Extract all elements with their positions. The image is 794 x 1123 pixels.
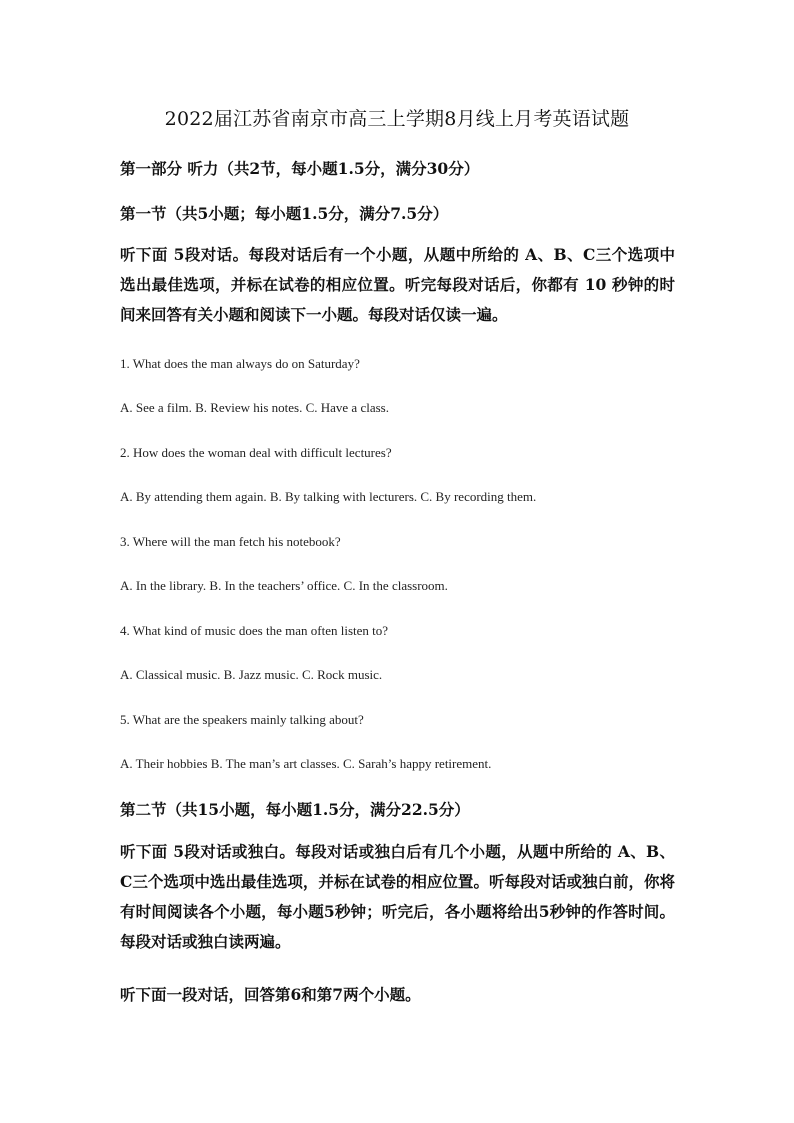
question-3: 3. Where will the man fetch his notebook? xyxy=(120,534,341,549)
question-4-options: A. Classical music. B. Jazz music. C. Rock music. xyxy=(120,667,383,682)
question-2-options: A. By attending them again. B. By talking with lecturers. C. By recording them. xyxy=(120,489,537,504)
section1-heading: 第一节（共5小题；每小题1.5分，满分7.5分） xyxy=(120,204,449,223)
question-2: 2. How does the woman deal with difficult lectures? xyxy=(120,445,392,460)
question-5: 5. What are the speakers mainly talking about? xyxy=(120,712,364,727)
question-1-options: A. See a film. B. Review his notes. C. Have a class. xyxy=(120,400,389,415)
question-4: 4. What kind of music does the man often listen to? xyxy=(120,623,389,638)
section2-instruction: 听下面 5段对话或独白。每段对话或独白后有几个小题，从题中所给的 A、B、C三个选项中选出最佳选项，并标在试卷的相应位置。听每段对话或独白前，你将有时间阅读各个小题，每小题5秒钟；听完后，各小题将给出5秒钟的作答时间。每段对话或独白读两遍。 xyxy=(120,842,675,951)
section1-instruction: 听下面 5段对话。每段对话后有一个小题，从题中所给的 A、B、C三个选项中选出最佳选项，并标在试卷的相应位置。听完每段对话后，你都有 10 秒钟的时间来回答有关小题和阅读下一小题。每段对话仅读一遍。 xyxy=(120,245,675,324)
part1-heading: 第一部分 听力（共2节，每小题1.5分，满分30分） xyxy=(120,159,480,178)
question-5-options: A. Their hobbies B. The man’s art classes. C. Sarah’s happy retirement. xyxy=(120,756,492,771)
section2-heading: 第二节（共15小题，每小题1.5分，满分22.5分） xyxy=(120,800,470,819)
section2-sub-instruction: 听下面一段对话，回答第6和第7两个小题。 xyxy=(120,985,421,1004)
question-3-options: A. In the library. B. In the teachers’ office. C. In the classroom. xyxy=(120,578,448,593)
page-title: 2022届江苏省南京市高三上学期8月线上月考英语试题 xyxy=(164,108,630,130)
question-1: 1. What does the man always do on Saturday? xyxy=(120,356,360,371)
